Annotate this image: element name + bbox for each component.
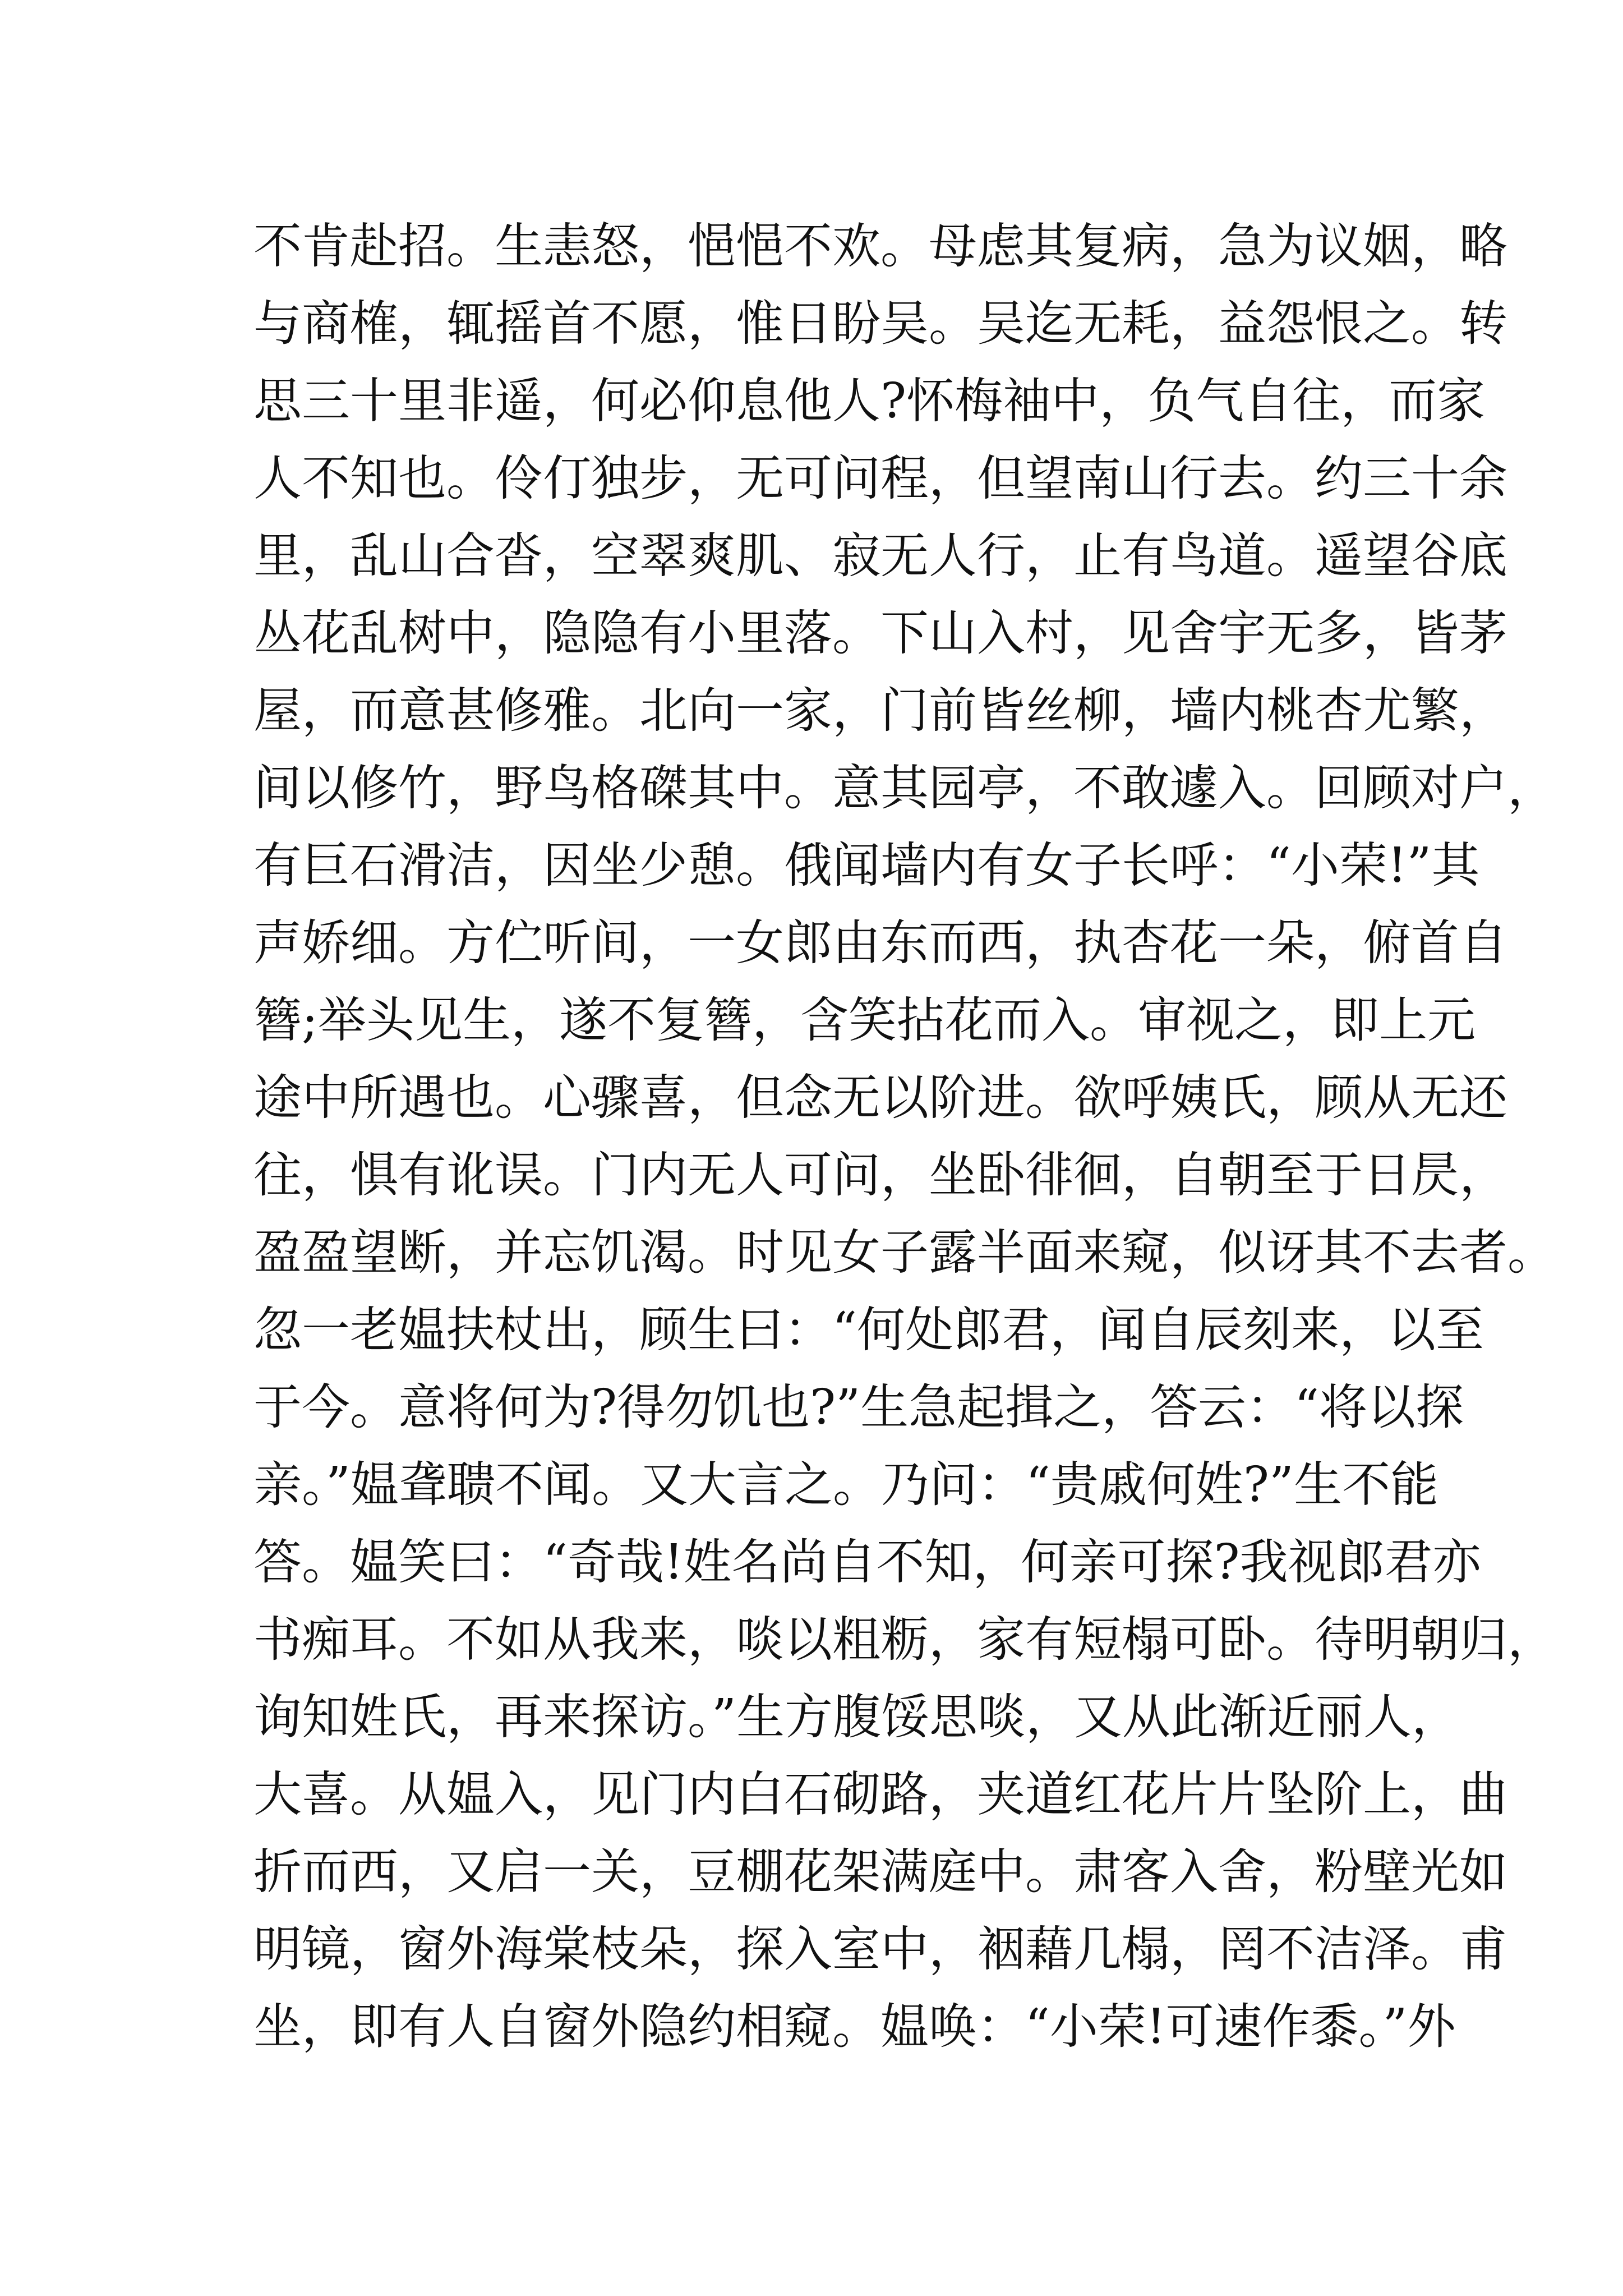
- text-line: 簪;举头见生，遂不复簪，含笑拈花而入。审视之，即上元: [253, 992, 1476, 1048]
- text-line: 往，惧有讹误。门内无人可问，坐卧徘徊，自朝至于日昃，: [253, 1147, 1507, 1203]
- text-line: 亲。”媪聋聩不闻。又大言之。乃问：“贵戚何姓?”生不能: [253, 1457, 1439, 1513]
- text-line: 不肯赴招。生恚怒，悒悒不欢。母虑其复病，急为议姻，略: [253, 218, 1507, 274]
- text-line: 与商榷，辄摇首不愿，惟日盼吴。吴迄无耗，益怨恨之。转: [253, 296, 1507, 352]
- text-line: 屋，而意甚修雅。北向一家，门前皆丝柳，墙内桃杏尤繁，: [253, 683, 1507, 739]
- text-line: 人不知也。伶仃独步，无可问程，但望南山行去。约三十余: [253, 450, 1507, 507]
- text-line: 思三十里非遥，何必仰息他人?怀梅袖中，负气自往，而家: [253, 373, 1486, 429]
- text-line: 书痴耳。不如从我来，啖以粗粝，家有短榻可卧。待明朝归，: [253, 1612, 1556, 1668]
- text-line: 盈盈望断，并忘饥渴。时见女子露半面来窥，似讶其不去者。: [253, 1225, 1556, 1281]
- text-line: 答。媪笑曰：“奇哉!姓名尚自不知，何亲可探?我视郎君亦: [253, 1534, 1481, 1590]
- text-line: 声娇细。方伫听间，一女郎由东而西，执杏花一朵，俯首自: [253, 915, 1507, 971]
- text-line: 折而西，又启一关，豆棚花架满庭中。肃客入舍，粉壁光如: [253, 1844, 1507, 1900]
- text-line: 里，乱山合沓，空翠爽肌、寂无人行，止有鸟道。遥望谷底: [253, 528, 1507, 584]
- text-line: 忽一老媪扶杖出，顾生曰：“何处郎君，闻自辰刻来，以至: [253, 1302, 1484, 1358]
- body-text: [253, 208, 1556, 2065]
- text-line: 询知姓氏，再来探访。”生方腹馁思啖，又从此渐近丽人，: [253, 1689, 1460, 1745]
- text-line: 大喜。从媪入，见门内白石砌路，夹道红花片片坠阶上，曲: [253, 1766, 1507, 1823]
- text-line: 于今。意将何为?得勿饥也?”生急起揖之，答云：“将以探: [253, 1379, 1464, 1435]
- text-line: 坐，即有人自窗外隐约相窥。媪唤：“小荣!可速作黍。”外: [253, 1999, 1456, 2055]
- text-line: 明镜，窗外海棠枝朵，探入室中，裀藉几榻，罔不洁泽。甫: [253, 1921, 1507, 1977]
- text-line: 途中所遇也。心骤喜，但念无以阶进。欲呼姨氏，顾从无还: [253, 1070, 1507, 1126]
- text-line: 有巨石滑洁，因坐少憩。俄闻墙内有女子长呼：“小荣!”其: [253, 838, 1480, 894]
- text-line: 间以修竹，野鸟格磔其中。意其园亭，不敢遽入。回顾对户，: [253, 760, 1556, 816]
- text-line: 丛花乱树中，隐隐有小里落。下山入村，见舍宇无多，皆茅: [253, 605, 1507, 661]
